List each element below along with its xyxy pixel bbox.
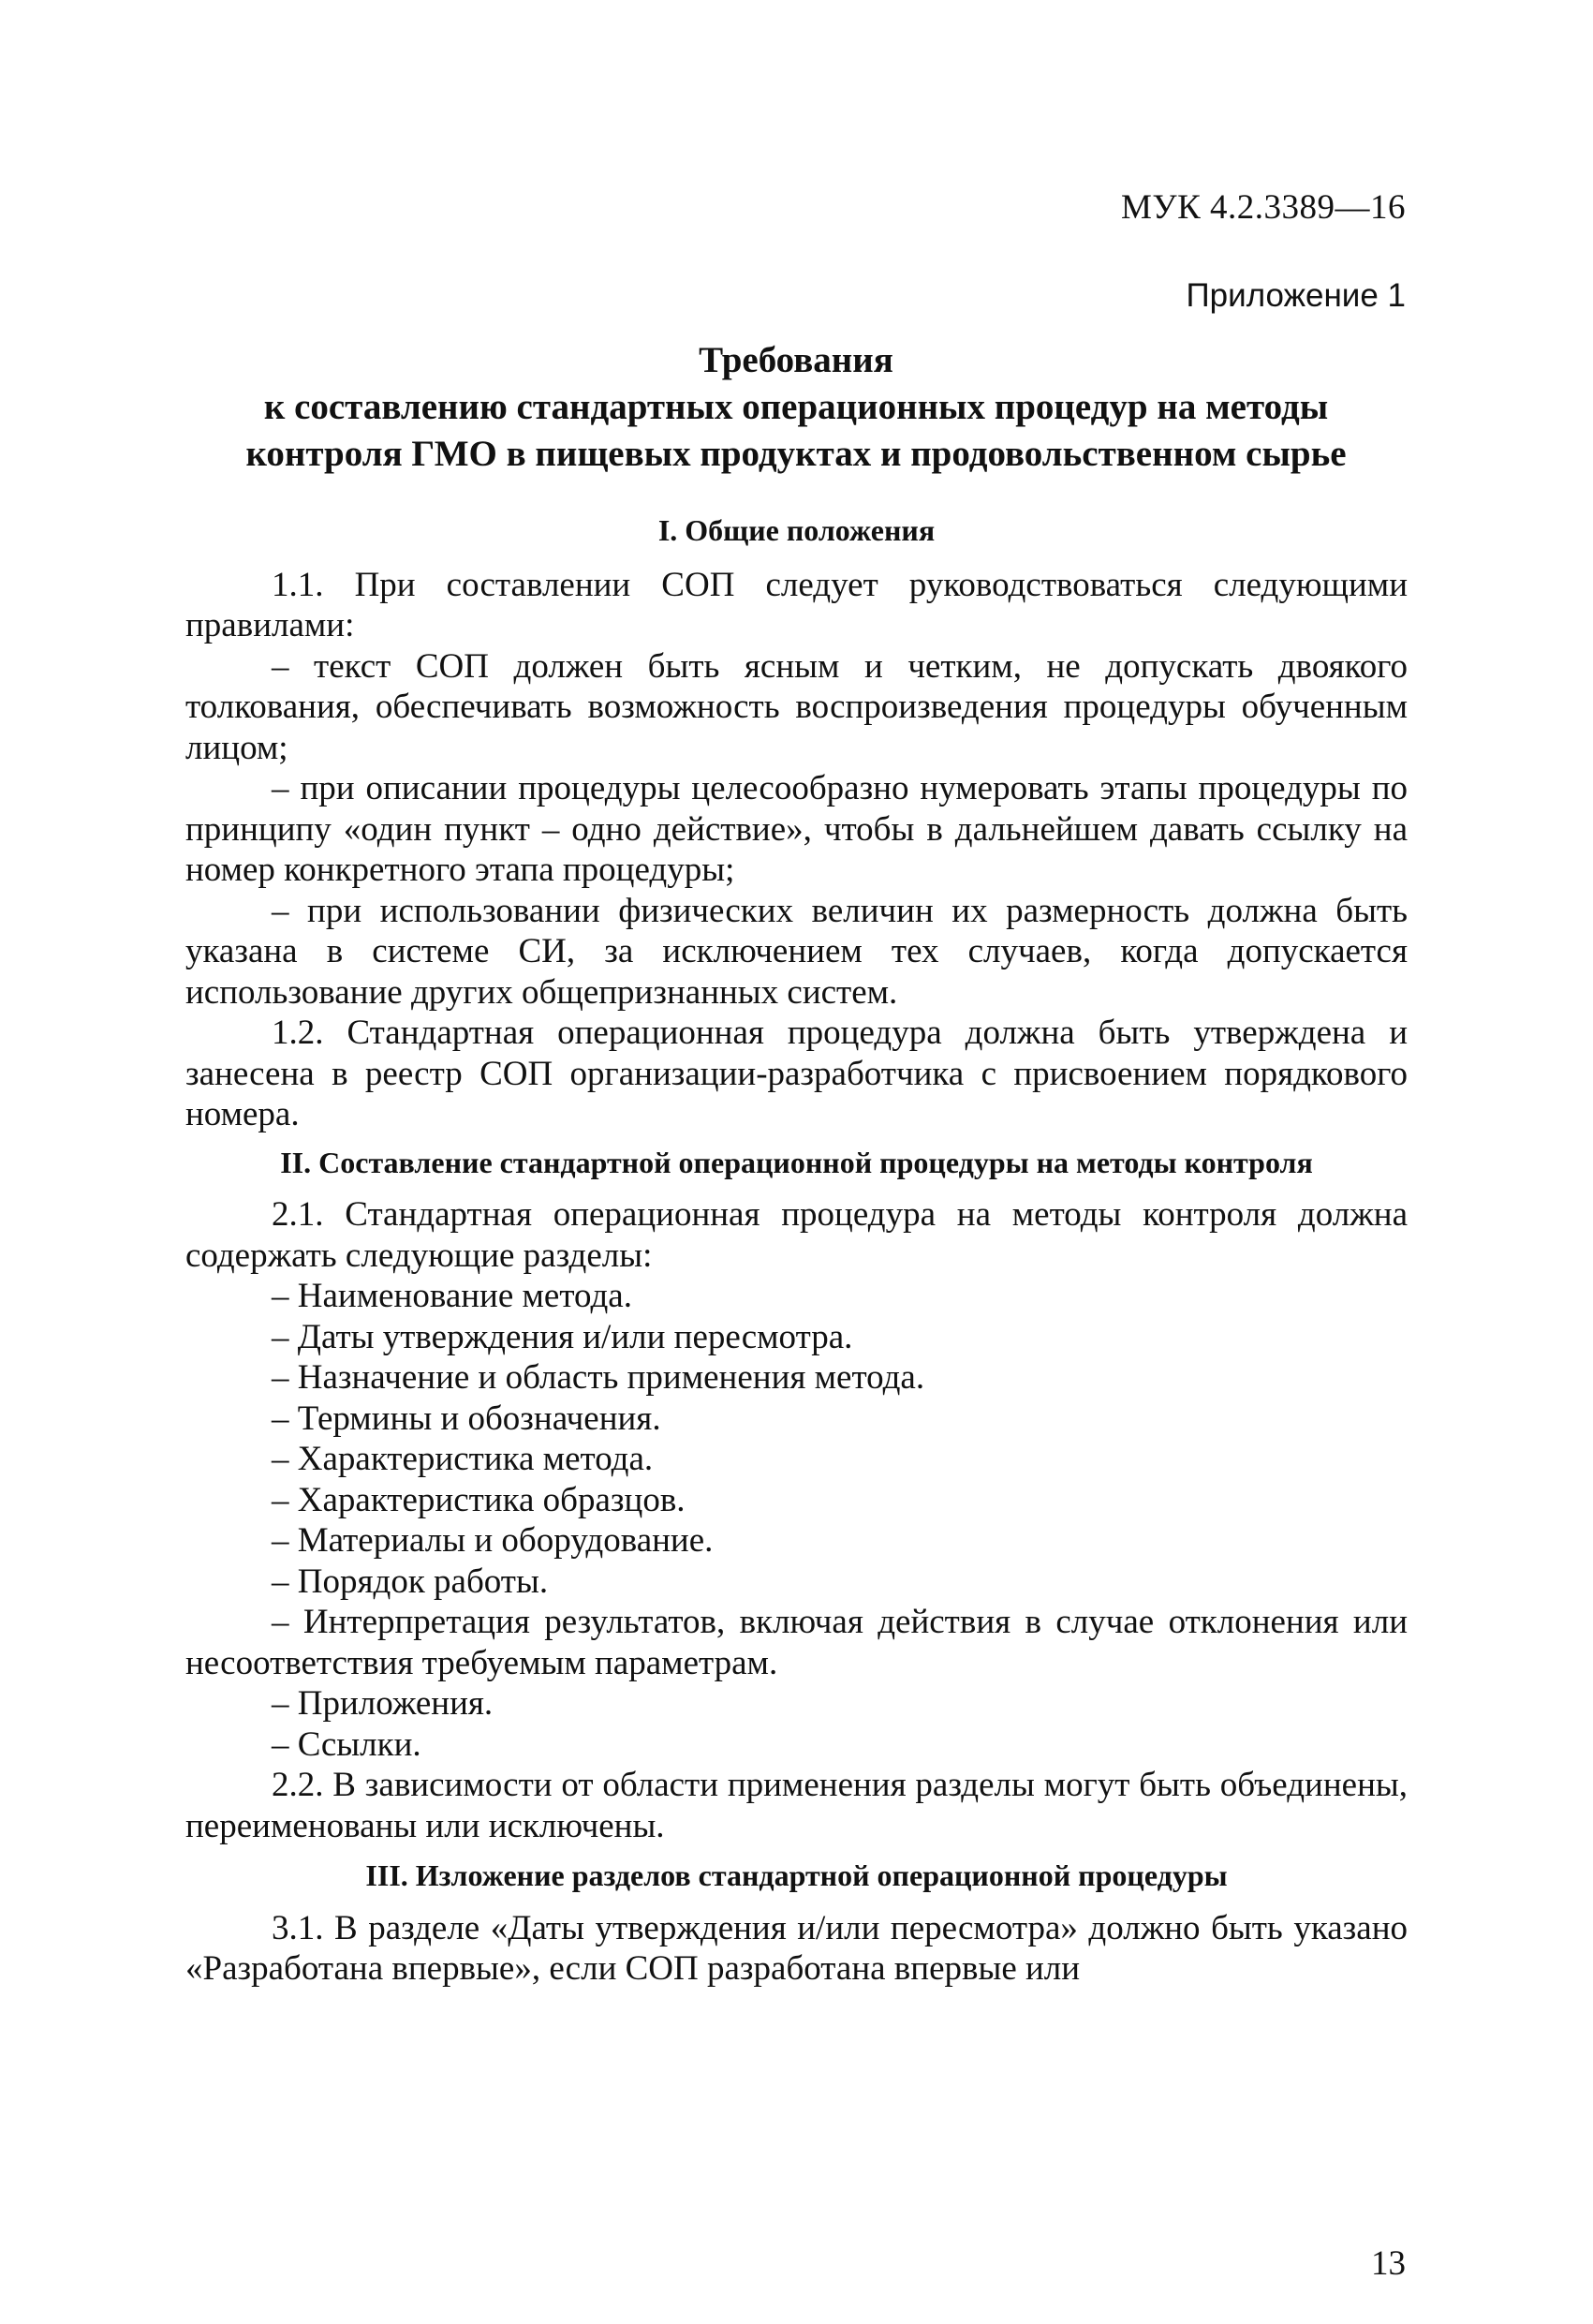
section-1-heading: I. Общие положения: [657, 513, 936, 547]
title-line-3: контроля ГМО в пищевых продуктах и продовольственном сырье: [245, 434, 1347, 474]
list-item: – Интерпретация результатов, включая действия в случае отклонения или несоответствия требуемым параметрам.: [185, 1603, 1408, 1682]
paragraph-rule-3: – при использовании физических величин их размерность должна быть указана в системе СИ, за исключением тех случаев, когда допускается использование других общепризнанных систем.: [185, 891, 1408, 1012]
section-2-heading: II. Составление стандартной операционной процедуры на методы контроля: [280, 1145, 1313, 1179]
list-item: – Наименование метода.: [272, 1277, 632, 1315]
list-item: – Ссылки.: [272, 1724, 421, 1764]
paragraph-2-2: 2.2. В зависимости от области применения разделы могут быть объединены, переименованы или исключены.: [185, 1766, 1408, 1845]
title-line-2: к составлению стандартных операционных процедур на методы: [263, 387, 1329, 427]
document-body: [185, 511, 1408, 1990]
list-item: – Термины и обозначения.: [272, 1399, 661, 1438]
paragraph-1-2: 1.2. Стандартная операционная процедура должна быть утверждена и занесена в реестр СОП организации-разработчика с присвоением порядкового номера.: [185, 1014, 1408, 1133]
document-title: [183, 337, 1409, 478]
paragraph-1-1: 1.1. При составлении СОП следует руководствоваться следующими правилами:: [185, 565, 1408, 644]
paragraph-2-1: 2.1. Стандартная операционная процедура на методы контроля должна содержать следующие разделы:: [185, 1195, 1408, 1275]
list-item: – Характеристика метода.: [272, 1440, 654, 1478]
paragraph-3-1: 3.1. В разделе «Даты утверждения и/или пересмотра» должно быть указано «Разработана впервые», если СОП разработана впервые или: [185, 1908, 1408, 1988]
appendix-label: Приложение 1: [1186, 277, 1406, 314]
list-item: – Приложения.: [272, 1684, 494, 1723]
list-item: – Порядок работы.: [272, 1562, 549, 1601]
section-3-heading: III. Изложение разделов стандартной операционной процедуры: [365, 1858, 1228, 1892]
list-item: – Характеристика образцов.: [272, 1480, 686, 1519]
paragraph-rule-1: – текст СОП должен быть ясным и четким, не допускать двоякого толкования, обеспечивать возможность воспроизведения процедуры обученным лицом;: [185, 646, 1408, 767]
page-number: 13: [1371, 2244, 1406, 2283]
list-item: – Даты утверждения и/или пересмотра.: [272, 1317, 853, 1356]
document-code: МУК 4.2.3389—16: [1120, 188, 1406, 227]
paragraph-rule-2: – при описании процедуры целесообразно нумеровать этапы процедуры по принципу «один пункт – одно действие», чтобы в дальнейшем давать ссылку на номер конкретного этапа процедуры;: [185, 769, 1408, 889]
title-line-1: Требования: [699, 340, 893, 380]
list-item: – Назначение и область применения метода.: [272, 1358, 925, 1397]
list-item: – Материалы и оборудование.: [272, 1521, 714, 1560]
